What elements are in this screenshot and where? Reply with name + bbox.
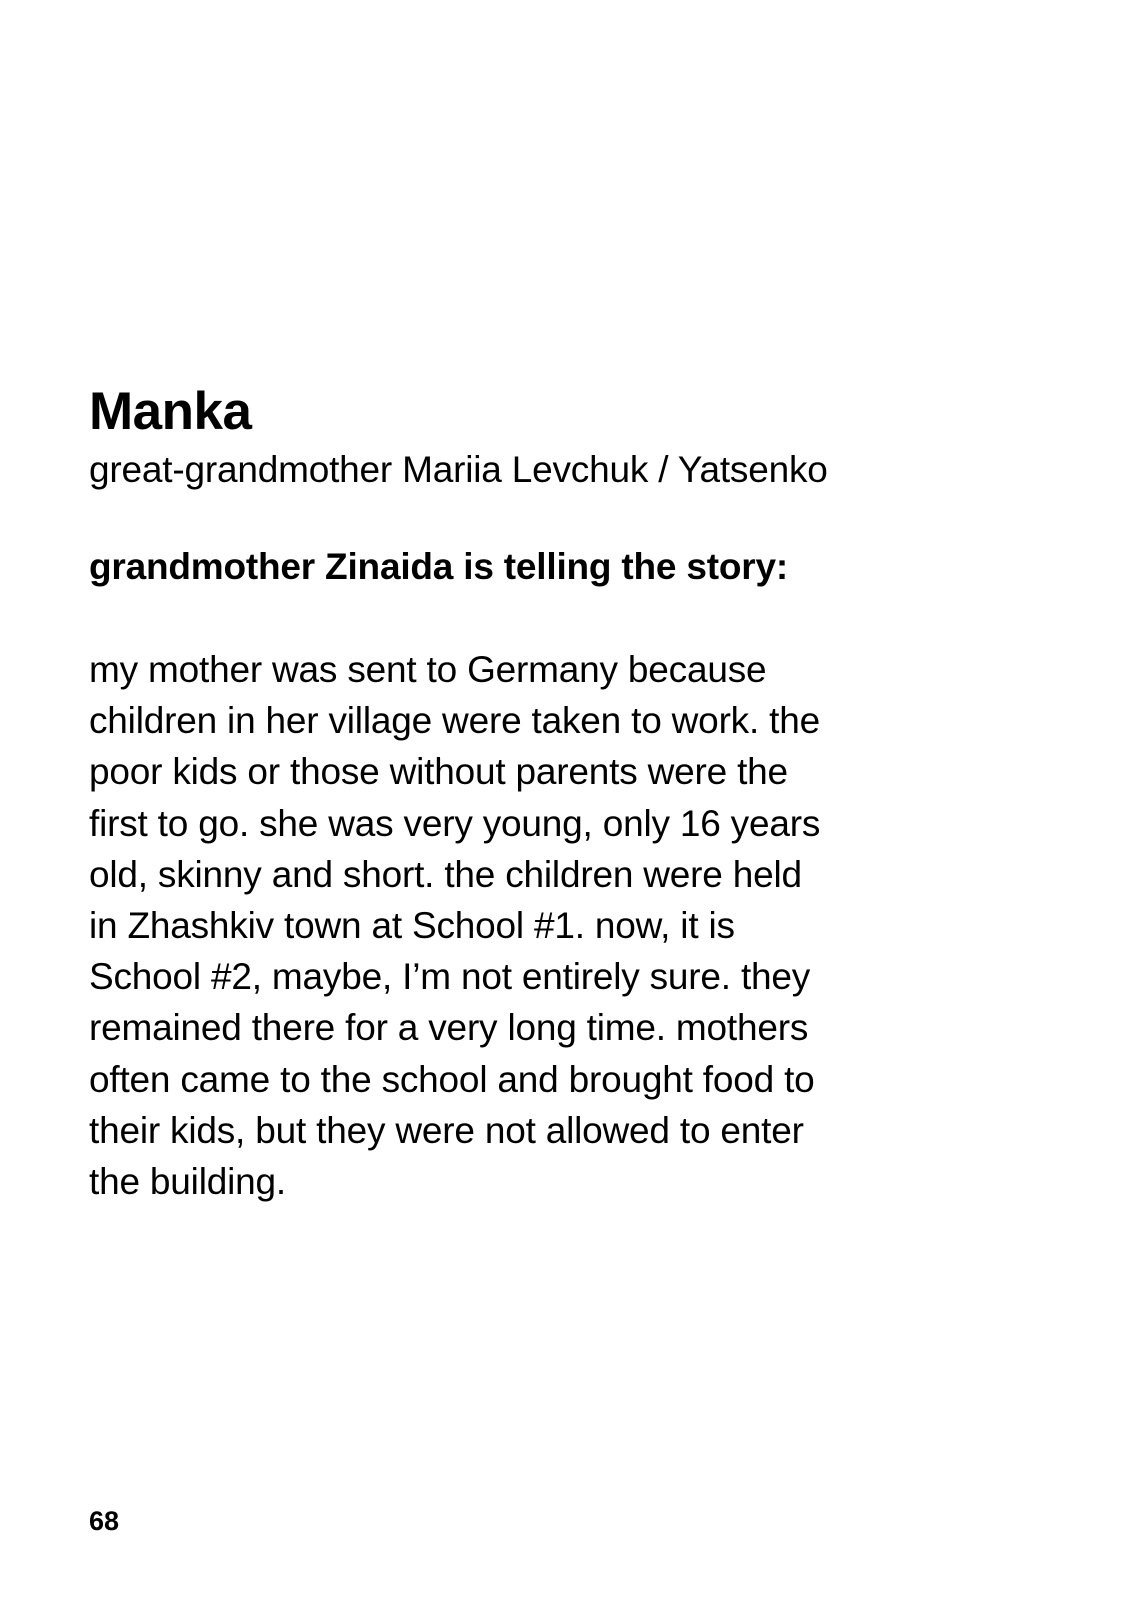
story-line: their kids, but they were not allowed to enter <box>89 1109 804 1151</box>
story-line: School #2, maybe, I’m not entirely sure. they <box>89 956 811 998</box>
story-paragraph <box>89 644 989 1207</box>
story-line: old, skinny and short. the children were held <box>89 853 802 895</box>
story-title: Manka <box>89 382 252 441</box>
story-line: my mother was sent to Germany because <box>89 649 767 690</box>
story-line: in Zhashkiv town at School #1. now, it is <box>89 905 735 947</box>
story-line: poor kids or those without parents were the <box>89 751 788 793</box>
page-number: 68 <box>89 1506 120 1536</box>
narrator-heading: grandmother Zinaida is telling the story: <box>89 546 788 587</box>
story-line: the building. <box>89 1161 286 1203</box>
story-line: remained there for a very long time. mothers <box>89 1007 809 1049</box>
story-line: first to go. she was very young, only 16 years <box>89 802 821 844</box>
story-line: children in her village were taken to work. the <box>89 700 820 742</box>
story-line: often came to the school and brought food to <box>89 1058 815 1100</box>
story-subtitle: great-grandmother Mariia Levchuk / Yatsenko <box>89 449 828 490</box>
